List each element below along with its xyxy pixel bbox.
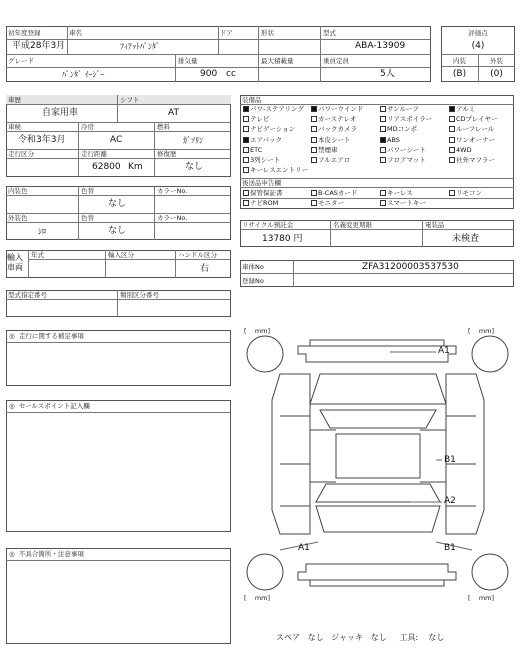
repair-label: 修復歴 xyxy=(157,150,177,158)
import-handle-value: 右 xyxy=(200,264,210,274)
equipment-item-label: CDプレイヤー xyxy=(456,115,498,124)
rating-exterior-label: 外装 xyxy=(490,57,503,65)
import-year-label: 年式 xyxy=(31,251,44,259)
model-code-label: 型式 xyxy=(323,29,336,37)
bracket-mm: mm xyxy=(478,327,492,335)
hood-outline xyxy=(310,374,446,404)
fuel-label: 燃料 xyxy=(157,123,170,131)
equipment-item-label: ETC xyxy=(250,145,263,154)
damage-mark-mid-right: B1 xyxy=(444,455,456,465)
running-notes-title: ◎ 走行に関する補足事項 xyxy=(9,332,84,340)
equipment-item-label: 本皮シート xyxy=(318,135,351,144)
first-reg-label: 初年度登録 xyxy=(8,29,41,37)
unchecked-box-icon xyxy=(243,126,249,132)
fuel-value: ｶﾞｿﾘﾝ xyxy=(183,136,203,145)
roof-outline xyxy=(336,434,420,478)
tool-value: なし xyxy=(428,633,445,642)
equipment-item xyxy=(449,125,494,134)
equipment-item-label: フロアマット xyxy=(387,156,426,164)
diagram-bracket-top-left: [ mm] xyxy=(244,327,271,335)
equipment-item xyxy=(449,136,495,145)
checked-box-icon xyxy=(311,106,317,112)
equipment-item-label: バックカメラ xyxy=(318,125,357,134)
sales-points-box xyxy=(6,400,231,532)
windshield-outline xyxy=(320,410,436,428)
equipment-item-label: ABS xyxy=(387,135,400,144)
bracket-mm: mm xyxy=(478,594,492,602)
equipment-item xyxy=(243,125,295,134)
displacement-unit: cc xyxy=(226,69,236,79)
front-bumper-outline xyxy=(298,346,456,362)
category-label: 類別区分番号 xyxy=(120,291,159,299)
electric-value: 未検査 xyxy=(452,234,480,244)
jack-label: ジャッキ xyxy=(331,633,364,642)
rating-label: 評価点 xyxy=(468,29,488,37)
unchecked-box-icon xyxy=(311,137,317,143)
equipment-item xyxy=(243,105,304,114)
exterior-color-label: 外装色 xyxy=(8,214,28,222)
mileage-type-label: 走行区分 xyxy=(8,150,34,158)
unchecked-box-icon xyxy=(380,190,386,196)
repair-value: なし xyxy=(185,162,204,172)
equipment-item-label: ナビゲーション xyxy=(250,125,296,134)
car-name-label: 車名 xyxy=(69,29,82,37)
equipment-item xyxy=(311,136,351,145)
unchecked-box-icon xyxy=(311,157,317,163)
equipment-item xyxy=(380,105,419,114)
damage-mark-lower-right: A2 xyxy=(444,496,456,506)
after-delivery-item xyxy=(449,189,482,198)
inspection-value: 令和3年3月 xyxy=(18,135,66,145)
jack-value: なし xyxy=(370,633,387,642)
equipment-item-label: 3列シート xyxy=(250,156,281,164)
right-side-outline xyxy=(446,374,484,534)
equipment-title: 装備品 xyxy=(242,96,262,104)
defects-title-text: 不具合箇所・注意事項 xyxy=(18,550,84,558)
capacity-label: 乗員定員 xyxy=(323,57,349,65)
grade-value: ﾊﾟﾝﾀﾞ ｲｰｼﾞｰ xyxy=(62,70,105,79)
equipment-item xyxy=(311,156,350,165)
recycle-deposit-value: 13780 円 xyxy=(262,234,303,244)
unchecked-box-icon xyxy=(243,116,249,122)
checked-box-icon xyxy=(449,106,455,112)
equipment-item-label: 4WD xyxy=(456,145,472,154)
unchecked-box-icon xyxy=(449,147,455,153)
equipment-item-label: ルーフレール xyxy=(456,125,495,134)
unchecked-box-icon xyxy=(380,126,386,132)
unchecked-box-icon xyxy=(311,200,317,206)
equipment-item xyxy=(449,146,472,155)
equipment-item xyxy=(380,146,426,155)
damage-mark-bottom-right: B1 xyxy=(444,543,456,553)
after-delivery-item-label: スマートキー xyxy=(387,199,426,207)
equipment-item xyxy=(380,136,400,145)
equipment-item xyxy=(311,125,357,134)
ac-label: 冷房 xyxy=(81,123,94,131)
unchecked-box-icon xyxy=(380,147,386,153)
unchecked-box-icon xyxy=(380,157,386,163)
rear-left-wheel xyxy=(247,554,283,590)
exterior-tone-value: なし xyxy=(108,226,127,236)
unchecked-box-icon xyxy=(243,200,249,206)
doors-label: ドア xyxy=(220,29,233,37)
car-name-value: ﾌｨｱｯﾄﾊﾟﾝﾀﾞ xyxy=(120,42,160,51)
unchecked-box-icon xyxy=(380,106,386,112)
spare-label: スペア xyxy=(276,633,300,642)
equipment-item-label: パワ-ステアリング xyxy=(250,105,304,113)
equipment-item xyxy=(449,156,495,165)
defects-title: ◎ 不具合箇所・注意事項 xyxy=(9,550,84,558)
recycle-deposit-label: リサイクル預託金 xyxy=(242,221,294,229)
equipment-item xyxy=(243,136,282,145)
front-left-wheel xyxy=(247,336,283,372)
equipment-item xyxy=(380,115,432,124)
unchecked-box-icon xyxy=(449,126,455,132)
unchecked-box-icon xyxy=(449,116,455,122)
rating-interior-value: (B) xyxy=(452,69,467,79)
unchecked-box-icon xyxy=(380,116,386,122)
equipment-item xyxy=(311,115,356,124)
diagram-bracket-bottom-left: [ mm] xyxy=(244,594,271,602)
max-load-label: 最大積載量 xyxy=(261,57,294,65)
equipment-item xyxy=(311,105,363,114)
front-right-wheel xyxy=(472,336,508,372)
mileage-value: 62800 xyxy=(92,162,121,172)
body-shape-label: 形状 xyxy=(261,29,274,37)
shift-value: AT xyxy=(168,108,179,118)
equipment-item-label: サンルーフ xyxy=(387,105,419,113)
unchecked-box-icon xyxy=(243,157,249,163)
rating-score: (4) xyxy=(471,41,485,51)
after-delivery-item xyxy=(243,189,283,198)
equipment-item-label: テレビ xyxy=(250,115,270,124)
sales-points-title-text: セールスポイント記入欄 xyxy=(18,402,90,410)
designation-label: 型式指定番号 xyxy=(8,291,47,299)
running-notes-title-text: 走行に関する補足事項 xyxy=(18,332,84,340)
exterior-tone-label: 色替 xyxy=(81,214,94,222)
equipment-item xyxy=(449,105,475,114)
tool-label: 工具: xyxy=(399,633,419,642)
inspection-label: 車検 xyxy=(8,123,21,131)
displacement-value: 900 xyxy=(200,69,218,79)
after-delivery-title: 後送品申告欄 xyxy=(242,179,281,187)
after-delivery-item-label: モニター xyxy=(318,199,344,207)
after-delivery-item-label: ナビROM xyxy=(250,199,279,207)
diagram-bracket-top-right: [ mm] xyxy=(468,327,495,335)
chassis-value: ZFA31200003537530 xyxy=(362,262,459,272)
equipment-item-label: MDコンポ xyxy=(387,125,418,134)
after-delivery-item-label: リモコン xyxy=(456,189,482,197)
front-bumper-inner xyxy=(310,340,444,346)
sales-points-title: ◎ セールスポイント記入欄 xyxy=(9,402,90,410)
equipment-item xyxy=(380,125,417,134)
diagram-bracket-bottom-right: [ mm] xyxy=(468,594,495,602)
equipment-item-label: 禁煙車 xyxy=(318,145,338,154)
model-code-value: ABA-13909 xyxy=(355,41,406,51)
equipment-item-label: エアバック xyxy=(250,135,282,144)
after-delivery-item xyxy=(311,199,344,208)
unchecked-box-icon xyxy=(243,190,249,196)
equipment-item-label: 社外マフラー xyxy=(456,156,495,164)
equipment-item xyxy=(243,166,308,175)
import-dealer-label: 輸入区分 xyxy=(108,251,134,259)
unchecked-box-icon xyxy=(243,147,249,153)
interior-color-label: 内装色 xyxy=(8,187,28,195)
equipment-item-label: リアスポイラー xyxy=(387,115,433,124)
unchecked-box-icon xyxy=(449,190,455,196)
mileage-label: 走行距離 xyxy=(81,150,107,158)
interior-tone-label: 色替 xyxy=(81,187,94,195)
usage-label: 車歴 xyxy=(8,96,21,104)
after-delivery-item xyxy=(380,189,413,198)
after-delivery-item xyxy=(380,199,426,208)
left-side-outline xyxy=(272,374,310,534)
after-delivery-item-label: 保管保証書 xyxy=(250,189,283,197)
mileage-unit: Km xyxy=(128,162,143,172)
unchecked-box-icon xyxy=(311,190,317,196)
equipment-item xyxy=(243,115,269,124)
equipment-item xyxy=(243,156,280,165)
equipment-item-label: アルミ xyxy=(456,105,476,113)
checked-box-icon xyxy=(380,137,386,143)
unchecked-box-icon xyxy=(449,137,455,143)
unchecked-box-icon xyxy=(311,126,317,132)
first-reg-value: 平成28年3月 xyxy=(12,41,66,51)
unchecked-box-icon xyxy=(449,157,455,163)
checked-box-icon xyxy=(243,106,249,112)
exterior-colorno-label: カラーNo. xyxy=(157,214,188,222)
shift-label: シフト xyxy=(120,96,140,104)
rating-exterior-value: (0) xyxy=(490,69,503,79)
unchecked-box-icon xyxy=(311,116,317,122)
equipment-item-label: フルエアロ xyxy=(318,156,351,164)
rear-bumper-inner xyxy=(310,580,444,586)
equipment-item xyxy=(380,156,426,165)
import-title: 輸入車両 xyxy=(7,253,23,272)
rear-right-wheel xyxy=(472,554,508,590)
import-handle-label: ハンドル区分 xyxy=(178,251,217,259)
equipment-item xyxy=(311,146,338,155)
trunk-outline xyxy=(316,506,440,532)
after-delivery-item xyxy=(243,199,278,208)
rating-interior-label: 内装 xyxy=(453,57,466,65)
grade-label: グレード xyxy=(8,57,34,65)
bracket-mm: mm xyxy=(254,327,268,335)
equipment-item xyxy=(243,146,262,155)
chassis-label: 車体No xyxy=(242,263,264,271)
bracket-mm: mm xyxy=(254,594,268,602)
ac-value: AC xyxy=(110,135,123,145)
equipment-item-label: キーレスエントリー xyxy=(250,166,309,175)
damage-mark-bottom-left: A1 xyxy=(298,543,310,553)
name-change-label: 名義変更期限 xyxy=(333,221,372,229)
registration-label: 登録No xyxy=(242,277,264,285)
interior-tone-value: なし xyxy=(108,199,127,209)
capacity-value: 5人 xyxy=(380,69,395,79)
equipment-item-label: パワーシート xyxy=(387,145,426,154)
unchecked-box-icon xyxy=(311,147,317,153)
unchecked-box-icon xyxy=(380,200,386,206)
rear-window-outline xyxy=(316,484,440,502)
exterior-color-value: ｼﾛ xyxy=(38,227,46,236)
after-delivery-item-label: B-CASカード xyxy=(318,189,358,197)
equipment-item-label: パワーウインド xyxy=(318,105,364,113)
damage-mark-top-right: A1 xyxy=(438,346,450,356)
rear-bumper-outline xyxy=(298,564,456,580)
car-damage-diagram xyxy=(240,330,516,600)
equipment-item-label: カーステレオ xyxy=(318,115,357,124)
equipment-item-label: ワンオーナー xyxy=(456,135,495,144)
displacement-label: 排気量 xyxy=(178,57,198,65)
diagram-footer xyxy=(276,633,444,643)
after-delivery-item xyxy=(311,189,357,198)
checked-box-icon xyxy=(243,137,249,143)
after-delivery-item-label: キーレス xyxy=(387,189,413,197)
defects-box xyxy=(6,548,231,644)
spare-value: なし xyxy=(307,633,324,642)
usage-value: 自家用車 xyxy=(42,108,79,118)
unchecked-box-icon xyxy=(243,167,249,173)
electric-label: 電装品 xyxy=(425,221,445,229)
interior-colorno-label: カラーNo. xyxy=(157,187,188,195)
equipment-item xyxy=(449,115,497,124)
